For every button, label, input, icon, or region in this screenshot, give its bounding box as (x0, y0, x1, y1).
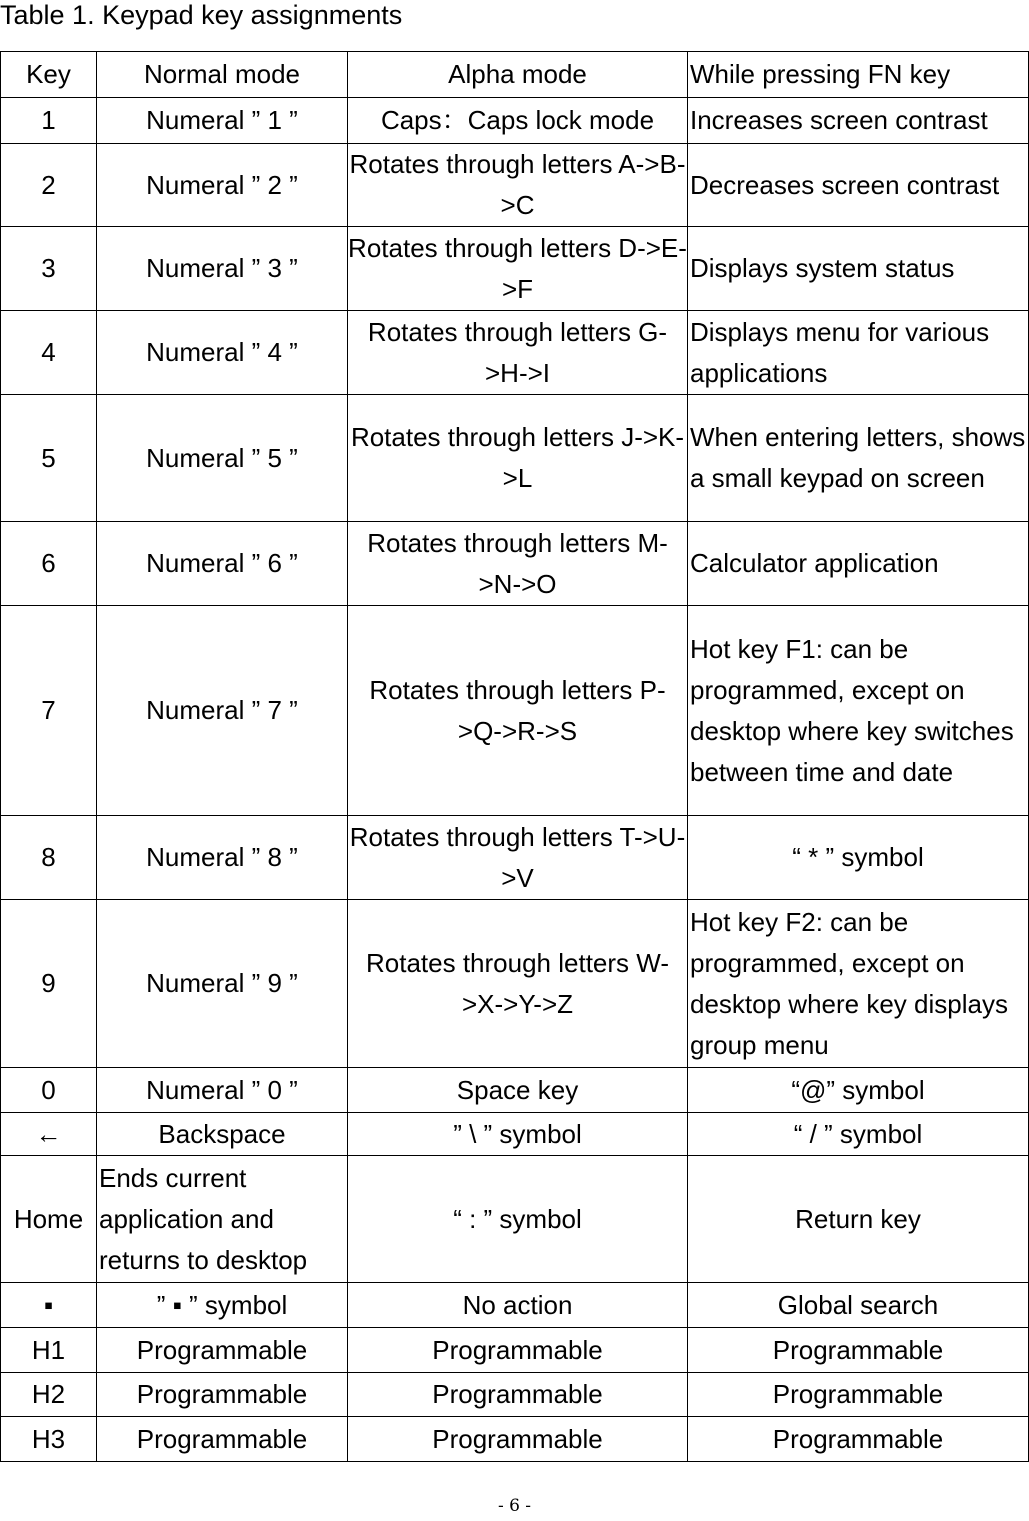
key-cell: ← (1, 1113, 97, 1156)
normal-mode-cell: Numeral ” 2 ” (97, 144, 348, 227)
alpha-mode-cell: Programmable (348, 1328, 688, 1373)
fn-key-cell: Programmable (688, 1417, 1029, 1462)
key-cell: 3 (1, 227, 97, 311)
alpha-mode-cell: Rotates through letters G->H->I (348, 311, 688, 395)
normal-mode-cell: Numeral ” 3 ” (97, 227, 348, 311)
table-row (1, 1283, 1029, 1328)
alpha-mode-cell: Programmable (348, 1373, 688, 1417)
fn-key-cell: Calculator application (688, 522, 1029, 606)
fn-key-cell: “@” symbol (688, 1068, 1029, 1113)
key-cell: 7 (1, 606, 97, 816)
alpha-mode-cell: No action (348, 1283, 688, 1328)
header-alpha-mode: Alpha mode (348, 52, 688, 98)
key-cell: 5 (1, 395, 97, 522)
alpha-mode-cell: Rotates through letters W->X->Y->Z (348, 900, 688, 1068)
fn-key-cell: Hot key F1: can be programmed, except on desktop where key switches between time and date (688, 606, 1029, 816)
header-normal-mode: Normal mode (97, 52, 348, 98)
table-row (1, 311, 1029, 395)
table-row (1, 227, 1029, 311)
keypad-assignments-table (0, 51, 1029, 1462)
table-row (1, 395, 1029, 522)
header-fn-key: While pressing FN key (688, 52, 1029, 98)
key-cell: 1 (1, 98, 97, 144)
normal-mode-cell: Numeral ” 5 ” (97, 395, 348, 522)
key-cell: 8 (1, 816, 97, 900)
fn-key-cell: Decreases screen contrast (688, 144, 1029, 227)
table-row (1, 1113, 1029, 1156)
alpha-mode-cell: Rotates through letters T->U->V (348, 816, 688, 900)
key-cell: 4 (1, 311, 97, 395)
alpha-mode-cell: Rotates through letters P->Q->R->S (348, 606, 688, 816)
table-row (1, 522, 1029, 606)
fn-key-cell: Displays menu for various applications (688, 311, 1029, 395)
alpha-mode-cell: Rotates through letters J->K->L (348, 395, 688, 522)
table-row (1, 1156, 1029, 1283)
fn-key-cell: When entering letters, shows a small keypad on screen (688, 395, 1029, 522)
fn-key-cell: Global search (688, 1283, 1029, 1328)
normal-mode-cell: Backspace (97, 1113, 348, 1156)
fn-key-cell: Displays system status (688, 227, 1029, 311)
key-cell: 6 (1, 522, 97, 606)
alpha-mode-cell: Space key (348, 1068, 688, 1113)
table-row (1, 1417, 1029, 1462)
table-row (1, 1068, 1029, 1113)
normal-mode-cell: ” ▪ ” symbol (97, 1283, 348, 1328)
fn-key-cell: “ * ” symbol (688, 816, 1029, 900)
key-cell: 9 (1, 900, 97, 1068)
normal-mode-cell: Programmable (97, 1373, 348, 1417)
table-row (1, 816, 1029, 900)
fn-key-cell: Hot key F2: can be programmed, except on desktop where key displays group menu (688, 900, 1029, 1068)
table-row (1, 1373, 1029, 1417)
key-cell: Home (1, 1156, 97, 1283)
normal-mode-cell: Ends current application and returns to desktop (97, 1156, 348, 1283)
table-row (1, 1328, 1029, 1373)
normal-mode-cell: Numeral ” 0 ” (97, 1068, 348, 1113)
alpha-mode-cell: “ : ” symbol (348, 1156, 688, 1283)
alpha-mode-cell: Caps：Caps lock mode (348, 98, 688, 144)
fn-key-cell: Programmable (688, 1328, 1029, 1373)
table-row (1, 900, 1029, 1068)
normal-mode-cell: Programmable (97, 1417, 348, 1462)
normal-mode-cell: Numeral ” 4 ” (97, 311, 348, 395)
header-row (1, 52, 1029, 98)
alpha-mode-cell: Rotates through letters A->B->C (348, 144, 688, 227)
fn-key-cell: Increases screen contrast (688, 98, 1029, 144)
normal-mode-cell: Programmable (97, 1328, 348, 1373)
alpha-mode-cell: ” \ ” symbol (348, 1113, 688, 1156)
table-row (1, 144, 1029, 227)
table-row (1, 606, 1029, 816)
fn-key-cell: “ / ” symbol (688, 1113, 1029, 1156)
key-cell: 2 (1, 144, 97, 227)
fn-key-cell: Return key (688, 1156, 1029, 1283)
header-key: Key (1, 52, 97, 98)
alpha-mode-cell: Rotates through letters D->E->F (348, 227, 688, 311)
normal-mode-cell: Numeral ” 9 ” (97, 900, 348, 1068)
key-cell: 0 (1, 1068, 97, 1113)
key-cell: ▪ (1, 1283, 97, 1328)
key-cell: H1 (1, 1328, 97, 1373)
alpha-mode-cell: Programmable (348, 1417, 688, 1462)
key-cell: H2 (1, 1373, 97, 1417)
normal-mode-cell: Numeral ” 8 ” (97, 816, 348, 900)
page-number: - 6 - (497, 1496, 532, 1516)
normal-mode-cell: Numeral ” 7 ” (97, 606, 348, 816)
fn-key-cell: Programmable (688, 1373, 1029, 1417)
normal-mode-cell: Numeral ” 1 ” (97, 98, 348, 144)
key-cell: H3 (1, 1417, 97, 1462)
alpha-mode-cell: Rotates through letters M->N->O (348, 522, 688, 606)
table-row (1, 98, 1029, 144)
table-title: Table 1. Keypad key assignments (0, 0, 403, 30)
normal-mode-cell: Numeral ” 6 ” (97, 522, 348, 606)
